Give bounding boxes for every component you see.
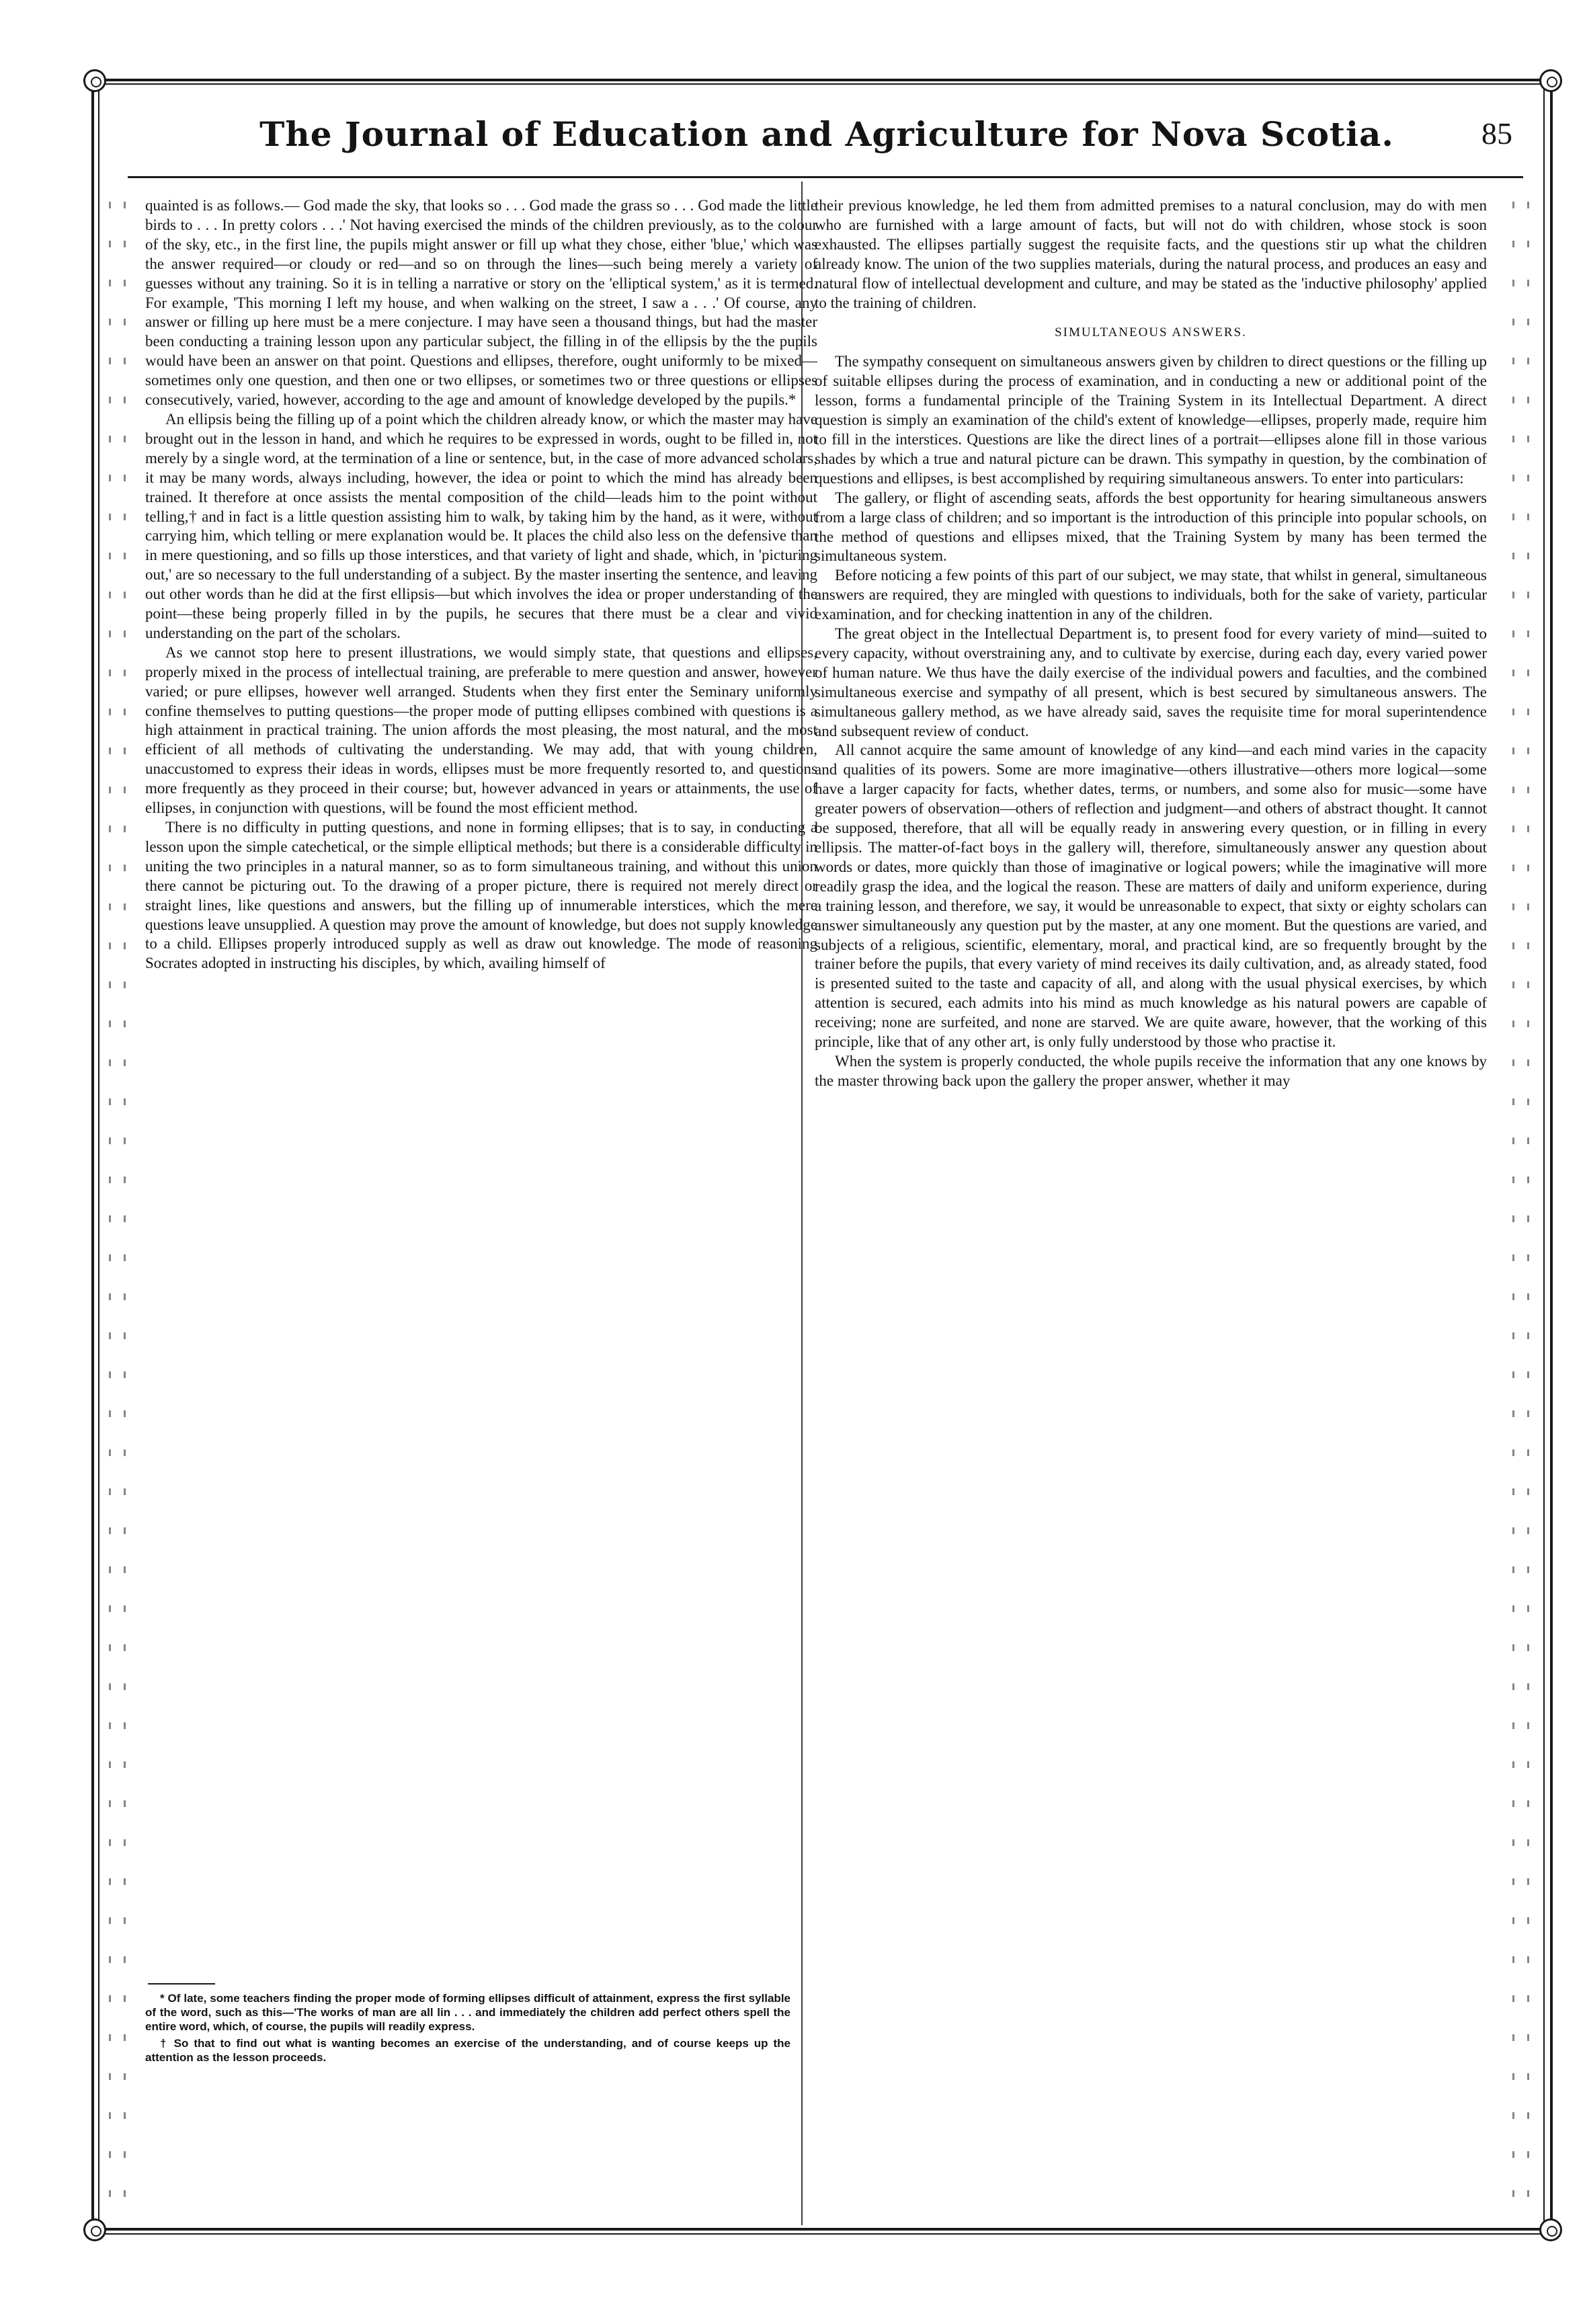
body-paragraph: quainted is as follows.— God made the sky, that looks so . . . God made the grass so . . . God made the little birds to . . . In pretty colors . . .' Not having exercised the minds of the children previously, as to the colour of the sky, etc., in the first line, the pupils might answer or fill up what they chose, either 'blue,' which was the answer required—or cloudy or red—and so on through the lines—such being merely a variety of guesses without any training. So it is in telling a narrative or story on the 'elliptical system,' as it is termed. For example, 'This morning I left my house, and when walking on the street, I saw a . . .' Of course, any answer or filling up here must be a mere conjecture. I may have seen a thousand things, but had the master been conducting a training lesson upon any particular subject, the filling in of the ellipsis by the the pupils would have been an answer on that point. Questions and ellipses, therefore, ought uniformly to be mixed—sometimes only one question, and then one or two ellipses, or sometimes two or three questions or ellipses consecutively, varied, however, according to the age and amount of knowledge developed by the pupils.* xyxy=(145,197,817,409)
margin-rule-marks xyxy=(1527,202,1529,2218)
corner-ornament-icon xyxy=(83,2218,106,2241)
section-heading: SIMULTANEOUS ANSWERS. xyxy=(1055,325,1247,340)
corner-ornament-icon xyxy=(83,69,106,92)
border-top-inner xyxy=(101,83,1546,85)
left-column xyxy=(145,196,817,2139)
footnotes xyxy=(145,1991,790,2067)
body-paragraph: As we cannot stop here to present illustrations, we would simply state, that questions and ellipses, properly mixed in the process of intellectual training, are preferable to mere question and answer, however varied; or pure ellipses, however well arranged. Students when they first enter the Seminary uniformly confine themselves to putting questions—the proper mode of putting ellipses combined with questions is a high attainment in practical training. The union affords the most pleasing, the most natural, and the most efficient of all methods of cultivating the understanding. We may add, that with young children, unaccustomed to express their ideas in words, ellipses must be more frequently resorted to, and questions more frequently as they proceed in their course; but, however advanced in years or attainments, the use of ellipses, in conjunction with questions, will be found the most efficient method. xyxy=(145,643,817,817)
body-paragraph: An ellipsis being the filling up of a point which the children already know, or which the master may have brought out in the lesson in hand, and which he requires to be expressed in words, ought to be filled in, not merely by a single word, at the termination of a line or sentence, but, in the case of more advanced scholars, it may be many words, always including, however, the idea or point to which the mind has already been trained. It therefore at once assists the mental composition of the child—leads him to the point without telling,† and in fact is a little question assisting him to walk, by taking him by the hand, as it were, without carrying him, which telling or mere explanation would be. It places the child also less on the defensive than in mere questioning, and so fills up those interstices, and that variety of light and shade, which, in 'picturing out,' are so necessary to the full understanding of a subject. By the master inserting the sentence, and leaving out other words than he did at the first ellipsis—but which involves the idea or proper understanding of the point—these being properly filled in by the pupils, he secures that there must be a clear and vivid understanding on the part of the scholars. xyxy=(145,410,817,641)
border-right xyxy=(1550,86,1553,2228)
border-left xyxy=(91,86,94,2228)
footnote-rule xyxy=(148,1983,215,1985)
page-number: 85 xyxy=(1481,116,1512,151)
border-top xyxy=(101,79,1546,81)
body-paragraph: Before noticing a few points of this part of our subject, we may state, that whilst in general, simultaneous answers are required, they are mingled with questions to individuals, both for the sake of variety, particular examination, and for checking inattention in any of the children. xyxy=(815,567,1487,623)
body-paragraph: The gallery, or flight of ascending seats, affords the best opportunity for hearing simultaneous answers from a large class of children; and so important is the introduction of this principle into popular schools, on the method of questions and ellipses mixed, that the Training System by many has been termed the simultaneous system. xyxy=(815,489,1487,565)
border-left-inner xyxy=(98,86,99,2228)
body-paragraph: The sympathy consequent on simultaneous answers given by children to direct questions or the filling up of suitable ellipses during the process of examination, and in conducting a new or additional point of the lesson, forms a fundamental principle of the Training System in its Intellectual Department. A direct question is simply an examination of the child's extent of knowledge—ellipses, properly made, require him to fill in the interstices. Questions are like the direct lines of a portrait—ellipses alone fill in those various shades by which a true and natural picture can be drawn. This sympathy in question, by the combination of questions and ellipses, is best accomplished by requiring simultaneous answers. To enter into particulars: xyxy=(815,353,1487,487)
header-rule xyxy=(128,176,1523,178)
running-header xyxy=(134,108,1519,168)
corner-ornament-icon xyxy=(1539,69,1562,92)
margin-rule-marks xyxy=(1512,202,1514,2218)
footnote: * Of late, some teachers finding the proper mode of forming ellipses difficult of attainment, express the first syllable of the word, such as this—'The works of man are all lin . . . and immediately the children add perfect others spell the entire word, which, of course, the pupils will readily express. xyxy=(145,1992,790,2033)
border-bottom-inner xyxy=(101,2233,1546,2235)
body-paragraph: their previous knowledge, he led them from admitted premises to a natural conclusion, may do with men who are furnished with a large amount of facts, but will not do with children, whose stock is soon exhausted. The ellipses partially suggest the requisite facts, and the questions stir up what the children already know. The union of the two supplies materials, during the natural process, and produces an easy and natural flow of intellectual development and culture, and may be stated as the 'inductive philosophy' applied to the training of children. xyxy=(815,197,1487,311)
margin-rule-marks xyxy=(124,202,126,2218)
body-paragraph: When the system is properly conducted, the whole pupils receive the information that any one knows by the master throwing back upon the gallery the proper answer, whether it may xyxy=(815,1052,1487,1089)
border-right-inner xyxy=(1543,86,1545,2228)
footnote: † So that to find out what is wanting becomes an exercise of the understanding, and of course keeps up the attention as the lesson proceeds. xyxy=(145,2037,790,2064)
body-paragraph: The great object in the Intellectual Department is, to present food for every variety of mind—suited to every capacity, without overstraining any, and to cultivate by exercise, during each day, every varied power of human nature. We thus have the daily exercise of the individual powers and faculties, and the combined simultaneous exercise and sympathy of all present, which is best secured by simultaneous answers. The simultaneous gallery method, as we have already said, saves the requisite time for moral superintendence and subsequent review of conduct. xyxy=(815,625,1487,739)
journal-title: The Journal of Education and Agriculture for Nova Scotia. xyxy=(259,114,1394,154)
border-bottom xyxy=(101,2228,1546,2231)
body-paragraph: All cannot acquire the same amount of knowledge of any kind—and each mind varies in the capacity and qualities of its powers. Some are more imaginative—others illustrative—others more logical—some have a larger capacity for facts, whether dates, terms, or numbers, and some also for music—some have greater powers of observation—others of reflection and judgment—and others of abstract thought. It cannot be supposed, therefore, that all will be equally ready in answering every question, or in filling in every ellipsis. The matter-of-fact boys in the gallery will, therefore, simultaneously answer any question about words or dates, more quickly than those of imaginative or logical powers; while the imaginative will more readily grasp the idea, and the logical the reason. These are matters of daily and uniform experience, during a training lesson, and therefore, we say, it would be unreasonable to expect, that sixty or eighty scholars can answer simultaneously any question put by the master, at any one moment. But the questions are varied, and subjects of a religious, scientific, elementary, moral, and practical kind, are so frequently brought by the trainer before the pupils, that every variety of mind receives its daily cultivation, and, as already stated, food is presented suited to the taste and capacity of all, and along with the usual physical exercises, by which attention is secured, each admits into his mind as much knowledge as his natural powers are capable of receiving; none are surfeited, and none are starved. We are quite aware, however, that the working of this principle, like that of any other art, is only fully understood by those who practise it. xyxy=(815,742,1487,1051)
right-column xyxy=(815,196,1487,2213)
corner-ornament-icon xyxy=(1539,2218,1562,2241)
margin-rule-marks xyxy=(109,202,111,2218)
body-paragraph: There is no difficulty in putting questions, and none in forming ellipses; that is to say, in conducting a lesson upon the simple catechetical, or the simple elliptical methods; but there is a considerable difficulty in uniting the two principles in a natural manner, so as to form simultaneous training, and without this union there cannot be picturing out. To the drawing of a proper picture, there is required not merely direct or straight lines, like questions and answers, but the filling up of innumerable interstices, which the mere questions leave unsupplied. A question may prove the amount of knowledge, but does not supply knowledge to a child. Ellipses properly introduced supply as well as draw out knowledge. The mode of reasoning Socrates adopted in instructing his disciples, by which, availing himself of xyxy=(145,819,817,972)
